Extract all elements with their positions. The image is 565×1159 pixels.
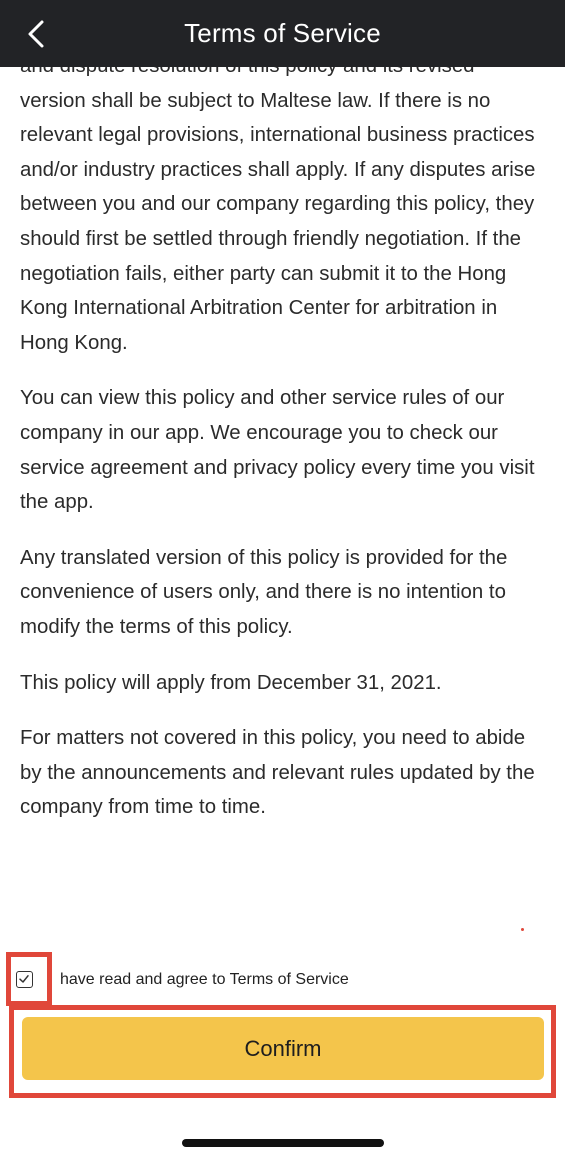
terms-content bbox=[20, 49, 548, 846]
top-nav-bar bbox=[0, 0, 565, 67]
page-title: Terms of Service bbox=[184, 18, 381, 48]
home-indicator[interactable] bbox=[182, 1139, 384, 1147]
terms-paragraph bbox=[20, 49, 548, 360]
terms-paragraph: For matters not covered in this policy, you need to abide by the announcements and relevant rules updated by the company from time to time. bbox=[20, 727, 535, 819]
agree-label[interactable]: have read and agree to Terms of Service bbox=[60, 971, 349, 988]
confirm-button[interactable]: Confirm bbox=[22, 1017, 544, 1080]
agreement-row bbox=[0, 952, 565, 1006]
terms-paragraph: Any translated version of this policy is provided for the convenience of users only, and there is no intention to modify the terms of this policy. bbox=[20, 546, 508, 638]
terms-paragraph: You can view this policy and other service rules of our company in our app. We encourage you to check our service agreement and privacy policy every time you visit the app. bbox=[20, 387, 535, 514]
agree-checkbox[interactable] bbox=[16, 971, 33, 988]
marker-dot bbox=[521, 928, 524, 931]
paragraph-text: version shall be subject to Maltese law. If there is no relevant legal provisions, international business practices and/or industry practices shall apply. If any disputes arise between you and our company regarding this policy, they should first be settled through friendly negotiation. If the negotiation fails, either party can submit it to the Hong Kong International Arbitration Center for arbitration in Hong Kong. bbox=[20, 89, 536, 354]
terms-paragraph: This policy will apply from December 31, 2021. bbox=[20, 671, 442, 694]
